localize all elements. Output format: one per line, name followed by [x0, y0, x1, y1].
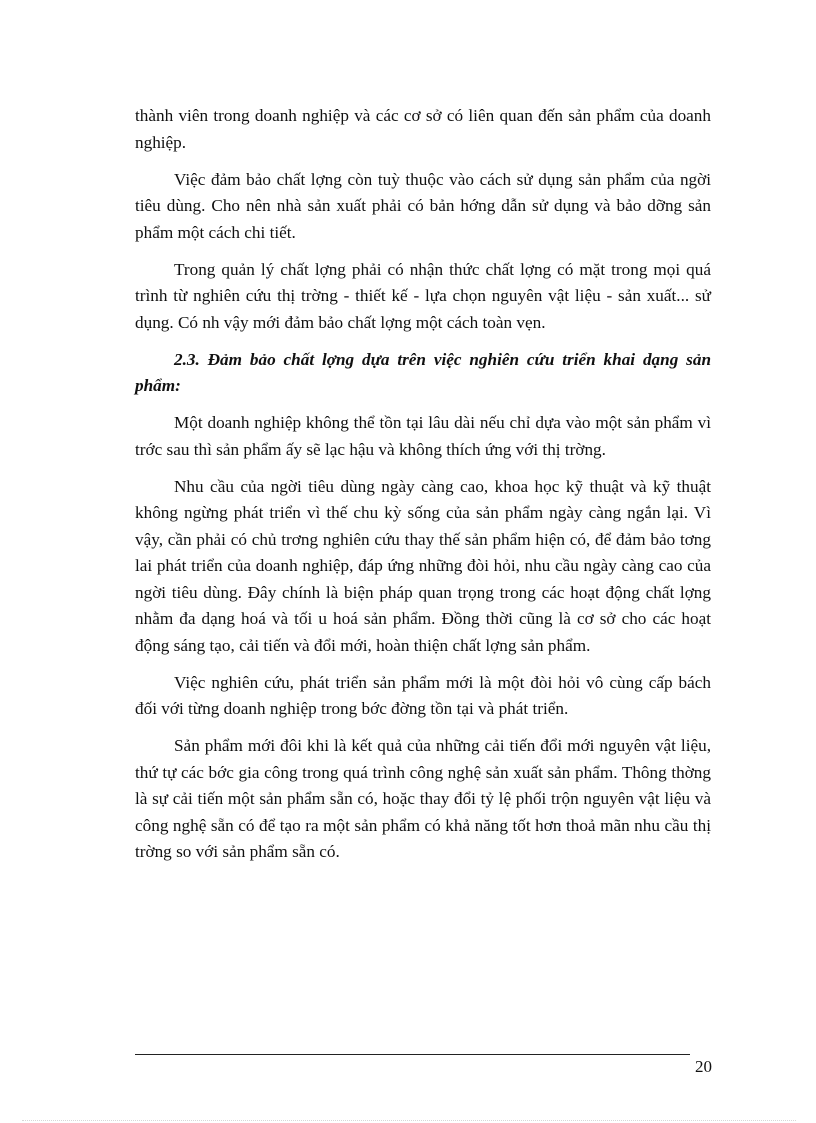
footer-divider	[135, 1054, 690, 1055]
page-bottom-dotted-line	[22, 1120, 796, 1121]
paragraph-single-product: Một doanh nghiệp không thể tồn tại lâu dài nếu chỉ dựa vào một sản phẩm vì trớc sau thì sản phẩm ấy sẽ lạc hậu và không thích ứng với thị trờng.	[135, 413, 711, 459]
paragraph-new-product-research: Việc nghiên cứu, phát triển sản phẩm mới là một đòi hỏi vô cùng cấp bách đối với từng doanh nghiệp trong bớc đờng tồn tại và phát triển.	[135, 672, 711, 718]
section-heading-2-3: 2.3. Đảm bảo chất lợng dựa trên việc nghiên cứu triển khai dạng sản phẩm:	[135, 349, 711, 395]
paragraph-continuation: thành viên trong doanh nghiệp và các cơ sở có liên quan đến sản phẩm của doanh nghiệp.	[135, 106, 711, 152]
page-number: 20	[695, 1057, 712, 1076]
paragraph-quality-management: Trong quản lý chất lợng phải có nhận thức chất lợng có mặt trong mọi quá trình từ nghiên cứu thị trờng - thiết kế - lựa chọn nguyên vật liệu - sản xuất... sử dụng. Có nh vậy mới đảm bảo chất lợng một cách toàn vẹn.	[135, 259, 711, 332]
body-text	[135, 103, 711, 876]
paragraph-new-product-result: Sản phẩm mới đôi khi là kết quả của những cải tiến đổi mới nguyên vật liệu, thứ tự các bớc gia công trong quá trình công nghệ sản xuất sản phẩm. Thông thờng là sự cải tiến một sản phẩm sẵn có, hoặc thay đổi tỷ lệ phối trộn nguyên vật liệu và công nghệ sẵn có để tạo ra một sản phẩm có khả năng tốt hơn thoả mãn nhu cầu thị trờng so với sản phẩm sẵn có.	[135, 736, 711, 861]
paragraph-quality-usage: Việc đảm bảo chất lợng còn tuỳ thuộc vào cách sử dụng sản phẩm của ngời tiêu dùng. Cho nên nhà sản xuất phải có bản hớng dẫn sử dụng và bảo dỡng sản phẩm một cách chi tiết.	[135, 169, 711, 242]
paragraph-consumer-needs: Nhu cầu của ngời tiêu dùng ngày càng cao, khoa học kỹ thuật và kỹ thuật không ngừng phát triển vì thế chu kỳ sống của sản phẩm ngày càng ngắn lại. Vì vậy, cần phải có chủ trơng nghiên cứu thay thế sản phẩm hiện có, để đảm bảo tơng lai phát triển của doanh nghiệp, đáp ứng những đòi hỏi, nhu cầu ngày càng cao của ngời tiêu dùng. Đây chính là biện pháp quan trọng trong các hoạt động chất lợng nhằm đa dạng hoá và tối u hoá sản phẩm. Đồng thời cũng là cơ sở cho các hoạt động sáng tạo, cải tiến và đổi mới, hoàn thiện chất lợng sản phẩm.	[135, 476, 711, 655]
